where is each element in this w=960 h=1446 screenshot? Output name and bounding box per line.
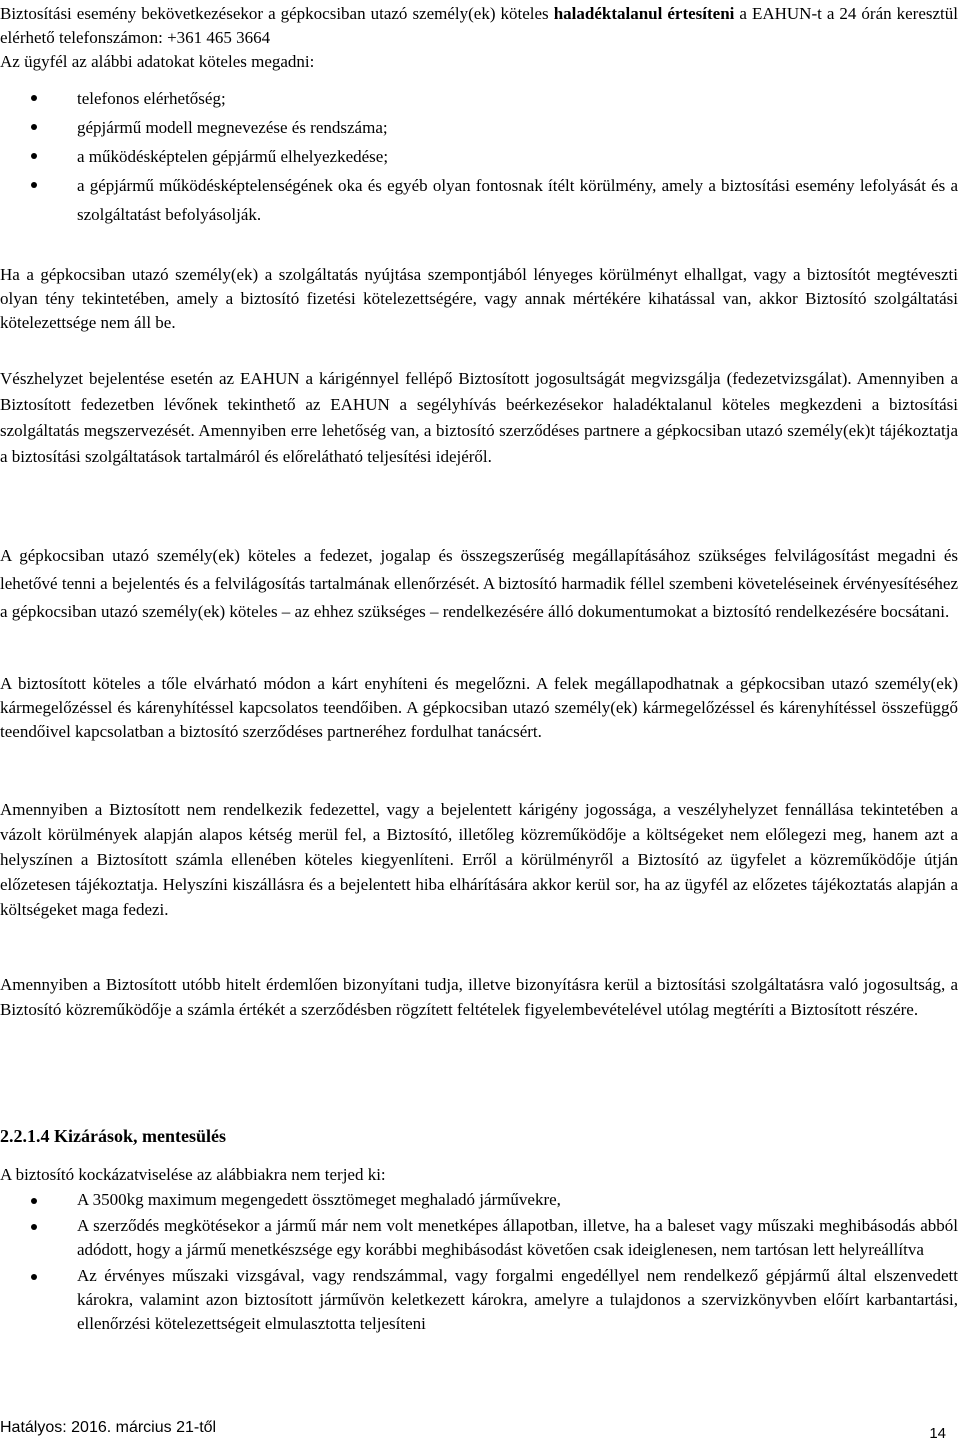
paragraph-concealment: Ha a gépkocsiban utazó személy(ek) a szolgáltatás nyújtása szempontjából lényeges körülményt elhallgat, vagy a biztosítót megtéveszti olyan tény tekintetében, amely a biztosító fizetési kötelezettségére, vagy annak mértékére kihatással van, akkor Biztosító szolgáltatási kötelezettsége nem áll be. bbox=[0, 265, 958, 332]
bullet-icon bbox=[31, 1224, 37, 1230]
bullet-icon bbox=[31, 95, 37, 101]
bullet-icon bbox=[31, 1198, 37, 1204]
bullet-icon bbox=[31, 153, 37, 159]
intro-text-part2: a EAHUN-t a 24 órán keresztül elérhető telefonszámon: +361 465 3664 bbox=[0, 4, 958, 47]
bullet-icon bbox=[31, 182, 37, 188]
paragraph-obligations: A gépkocsiban utazó személy(ek) köteles a fedezet, jogalap és összegszerűség megállapításához szükséges felvilágosítást megadni és lehetővé tenni a bejelentés és a felvilágosítás tartalmának ellenőrzését. A biztosító harmadik féllel szembeni követeléseinek érvényesítéséhez a gépkocsiban utazó személy(ek) köteles – az ehhez szükséges – rendelkezésére álló dokumentumokat a biztosító rendelkezésére bocsátani. bbox=[0, 546, 958, 621]
intro-text-part1: Biztosítási esemény bekövetkezésekor a gépkocsiban utazó személy(ek) köteles bbox=[0, 4, 554, 23]
bullet-icon bbox=[31, 1274, 37, 1280]
list-item-text: gépjármű modell megnevezése és rendszáma; bbox=[77, 118, 388, 137]
paragraph-emergency: Vészhelyzet bejelentése esetén az EAHUN a kárigénnyel fellépő Biztosított jogosultságát megvizsgálja (fedezetvizsgálat). Amennyiben a Biztosított fedezetben lévőnek tekinthető az EAHUN a segélyhívás beérkezésekor haladéktalanul köteles megkezdeni a biztosítási szolgáltatás megszervezését. Amennyiben erre lehetőség van, a biztosító szerződéses partnere a gépkocsiban utazó személy(ek)t tájékoztatja a biztosítási szolgáltatások tartalmáról és előrelátható teljesítési idejéről. bbox=[0, 369, 958, 466]
intro-paragraph bbox=[0, 2, 958, 74]
list-item bbox=[0, 1188, 958, 1212]
list-item-text: Az érvényes műszaki vizsgával, vagy rendszámmal, vagy forgalmi engedéllyel nem rendelkező gépjármű által elszenvedett károkra, valamint azon biztosított járművön keletkezett károkra, amelyre a tulajdonos a szervizkönyvben előírt karbantartási, ellenőrzési kötelezettségeit elmulasztotta teljesíteni bbox=[77, 1266, 958, 1333]
paragraph-damage-prevention: A biztosított köteles a tőle elvárható módon a kárt enyhíteni és megelőzni. A felek megállapodhatnak a gépkocsiban utazó személy(ek) kármegelőzéssel és kárenyhítéssel kapcsolatos teendőiben. A gépkocsiban utazó személy(ek) kármegelőzéssel és kárenyhítéssel összefüggő teendőivel kapcsolatban a biztosító szerződéses partneréhez fordulhat tanácsért. bbox=[0, 674, 958, 741]
bullet-icon bbox=[31, 124, 37, 130]
footer-effective-date: Hatályos: 2016. március 21-től bbox=[0, 1419, 217, 1436]
list-item-text: telefonos elérhetőség; bbox=[77, 89, 226, 108]
exclusions-list bbox=[0, 1188, 958, 1338]
list-item bbox=[0, 113, 958, 142]
paragraph-reimbursement: Amennyiben a Biztosított utóbb hitelt érdemlően bizonyítani tudja, illetve bizonyításra kerül a biztosítási szolgáltatásra való jogosultság, a Biztosító közreműködője a számla értékét a szerződésben rögzített feltételek figyelembevételével utólag megtéríti a Biztosított részére. bbox=[0, 975, 958, 1019]
list-item-text: a működésképtelen gépjármű elhelyezkedése; bbox=[77, 147, 389, 166]
intro-line2: Az ügyfél az alábbi adatokat köteles megadni: bbox=[0, 52, 315, 71]
exclusions-intro: A biztosító kockázatviselése az alábbiakra nem terjed ki: bbox=[0, 1165, 386, 1184]
required-data-list bbox=[0, 84, 958, 229]
section-heading: 2.2.1.4 Kizárások, mentesülés bbox=[0, 1126, 226, 1146]
page-number: 14 bbox=[929, 1425, 946, 1442]
paragraph-no-coverage: Amennyiben a Biztosított nem rendelkezik fedezettel, vagy a bejelentett kárigény jogossága, a veszélyhelyzet fennállása tekintetében a vázolt körülmények alapján alapos kétség merül fel, a Biztosító, illetőleg közreműködője a költségeket nem előlegezi meg, hanem azt a helyszínen a Biztosított számla ellenében köteles kiegyenlíteni. Erről a körülményről a Biztosító az ügyfelet a közreműködője útján előzetesen tájékoztatja. Helyszíni kiszállásra és a bejelentett hiba elhárítására akkor kerül sor, ha az ügyfél az előzetes tájékoztatás alapján a költségeket maga fedezi. bbox=[0, 800, 958, 919]
list-item bbox=[0, 1264, 958, 1336]
list-item bbox=[0, 171, 958, 229]
list-item bbox=[0, 84, 958, 113]
list-item bbox=[0, 1214, 958, 1262]
intro-bold-text: haladéktalanul értesíteni bbox=[553, 4, 735, 23]
list-item bbox=[0, 142, 958, 171]
list-item-text: A 3500kg maximum megengedett össztömeget meghaladó járművekre, bbox=[77, 1190, 561, 1209]
list-item-text: A szerződés megkötésekor a jármű már nem volt menetképes állapotban, illetve, ha a baleset vagy műszaki meghibásodás abból adódott, hogy a jármű menetkészsége egy korábbi meghibásodást követően csak ideiglenesen, nem tartósan lett helyreállítva bbox=[77, 1216, 958, 1259]
list-item-text: a gépjármű működésképtelenségének oka és egyéb olyan fontosnak ítélt körülmény, amely a biztosítási esemény lefolyását és a szolgáltatást befolyásolják. bbox=[77, 176, 958, 224]
